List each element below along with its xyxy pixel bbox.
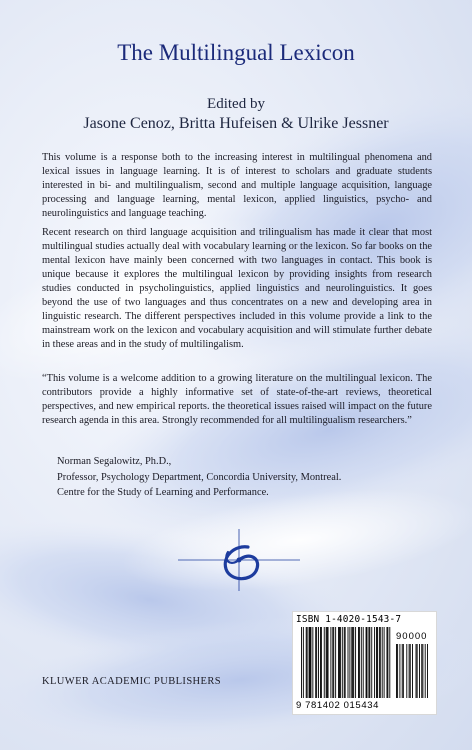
editor-names: Jasone Cenoz, Britta Hufeisen & Ulrike Jessner [83,115,389,132]
barcode [292,611,437,715]
book-title: The Multilingual Lexicon [117,40,355,65]
reviewer-name: Norman Segalowitz, Ph.D., [57,456,172,467]
description-paragraph-2: Recent research on third language acquisition and trilingualism has made it clear that most multilingual studies actually deal with vocabulary learning or the lexicon. So far books on the mental lexicon have mainly been concerned with two languages in contact. This book is unique because it explores the multilingual lexicon by providing insights from research studies conducted in psycholinguistics, applied linguistics and neurolinguistics. It goes beyond the use of two languages and thus concentrates on a new and developing area in linguistic research. The different perspectives included in this volume provide a link to the mainstream work on the lexicon and vocabulary acquisition and will stimulate further debate in these areas and in the study of multilingalism. [42,227,432,350]
isbn-number: ISBN 1-4020-1543-7 [296,614,402,625]
publisher-name: KLUWER ACADEMIC PUBLISHERS [42,676,221,687]
reviewer-centre: Centre for the Study of Learning and Performance. [57,487,269,498]
description-paragraph-1: This volume is a response both to the increasing interest in multilingual phenomena and lexical issues in language learning. It is of interest to scholars and graduate students interested in bi- and multilingualism, second and multiple language acquisition, language processing and language learning, mental lexicon, applied linguistics, psycho- and neurolinguistics and language teaching. [42,152,432,219]
reviewer-credit [57,454,341,501]
review-quote: “This volume is a welcome addition to a growing literature on the multilingual lexicon. The contributors provide a highly informative set of state-of-the-art reviews, theoretical perspectives, and new empirical reports. the theoretical issues raised will impact on the future research agenda in this area. Strongly recommended for all multilingualism researchers.” [42,373,432,426]
barcode-bars [293,612,436,714]
ean-number: 9 781402 015434 [296,700,379,711]
price-addon-code: 90000 [396,631,428,642]
reviewer-position: Professor, Psychology Department, Concordia University, Montreal. [57,471,342,483]
swirl-logo-icon [178,525,300,595]
edited-by-label: Edited by [207,96,265,112]
